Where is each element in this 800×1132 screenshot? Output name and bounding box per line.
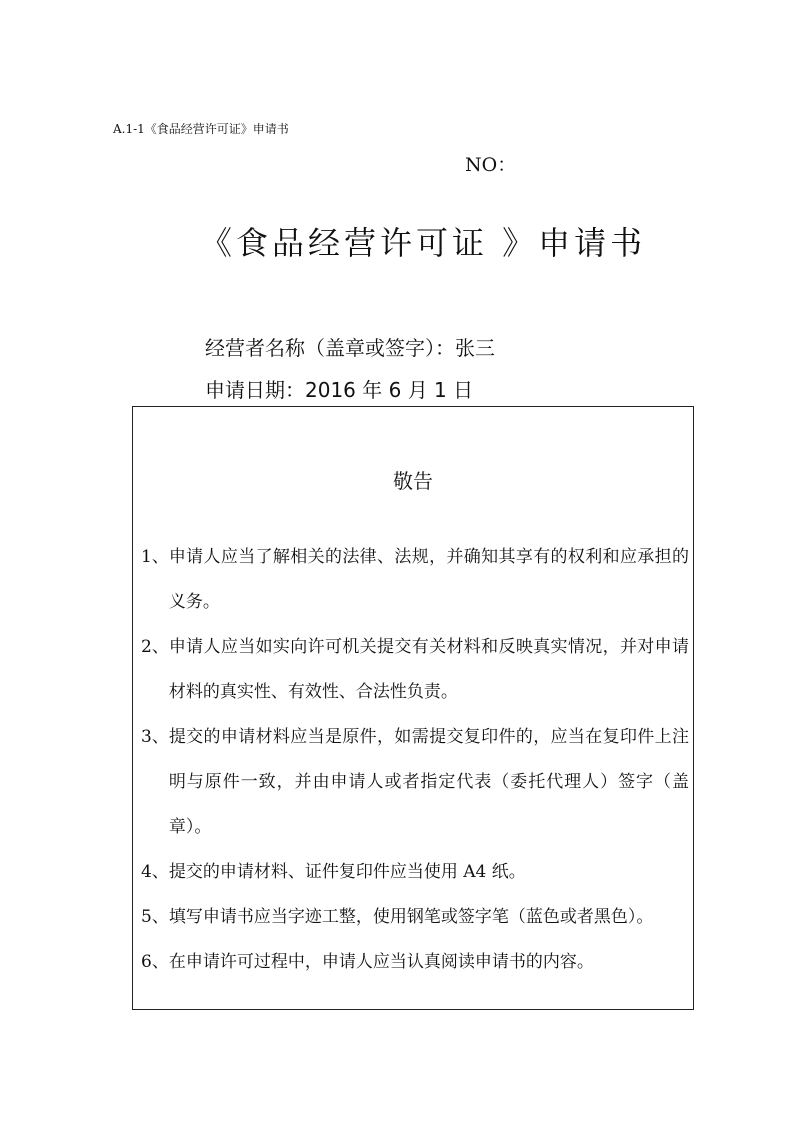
notice-item bbox=[141, 625, 689, 715]
notice-box bbox=[132, 406, 694, 1010]
notice-list bbox=[141, 535, 689, 985]
notice-item bbox=[141, 535, 689, 625]
notice-item bbox=[141, 715, 689, 850]
notice-item bbox=[141, 850, 689, 895]
notice-item bbox=[141, 940, 689, 985]
notice-item-number: 4、 bbox=[141, 862, 169, 882]
notice-title: 敬告 bbox=[393, 469, 433, 493]
application-date-field: 申请日期：2016 年 6 月 1 日 bbox=[205, 378, 474, 402]
notice-item-number: 3、 bbox=[141, 727, 169, 747]
notice-item-text: 在申请许可过程中，申请人应当认真阅读申请书的内容。 bbox=[168, 952, 594, 972]
notice-item bbox=[141, 895, 689, 940]
form-code-label: A.1-1《食品经营许可证》申请书 bbox=[113, 122, 289, 136]
notice-item-text: 提交的申请材料、证件复印件应当使用 A4 纸。 bbox=[168, 862, 526, 882]
notice-item-text: 提交的申请材料应当是原件，如需提交复印件的，应当在复印件上注明与原件一致，并由申请人或者指定代表（委托代理人）签字（盖章）。 bbox=[168, 727, 689, 837]
document-number-label: NO： bbox=[465, 154, 517, 176]
notice-item-number: 1、 bbox=[141, 547, 169, 567]
document-title: 《食品经营许可证 》申请书 bbox=[200, 224, 647, 262]
notice-item-text: 申请人应当如实向许可机关提交有关材料和反映真实情况，并对申请材料的真实性、有效性、合法性负责。 bbox=[168, 637, 689, 702]
operator-name-field: 经营者名称（盖章或签字）：张三 bbox=[205, 336, 495, 360]
notice-item-number: 2、 bbox=[141, 637, 169, 657]
notice-item-text: 填写申请书应当字迹工整，使用钢笔或签字笔（蓝色或者黑色）。 bbox=[168, 907, 654, 927]
notice-item-number: 5、 bbox=[141, 907, 169, 927]
notice-item-number: 6、 bbox=[141, 952, 169, 972]
notice-item-text: 申请人应当了解相关的法律、法规，并确知其享有的权利和应承担的义务。 bbox=[168, 547, 689, 612]
